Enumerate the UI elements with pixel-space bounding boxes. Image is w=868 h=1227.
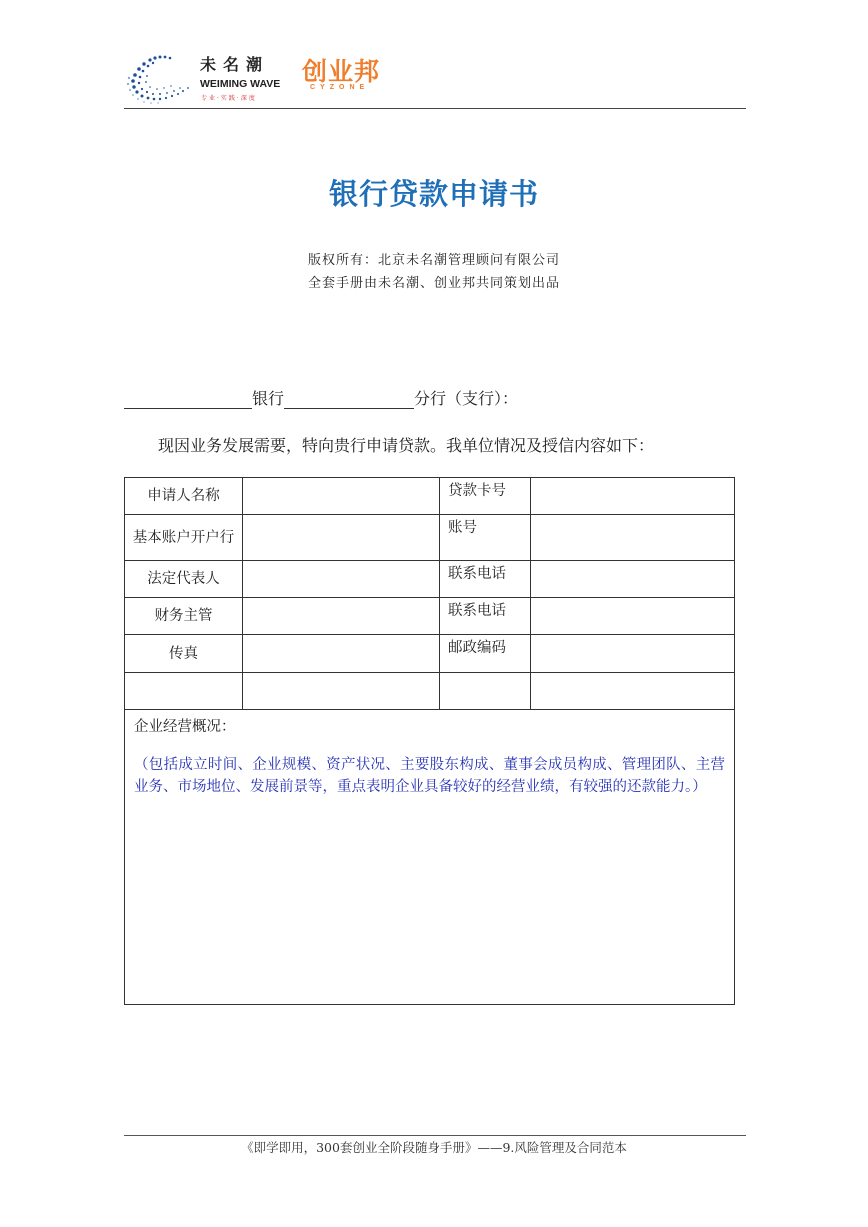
bank-name-blank[interactable]	[124, 388, 252, 409]
field-label: 联系电话	[440, 598, 531, 635]
field-label: 传真	[125, 635, 243, 673]
field-label: 邮政编码	[440, 635, 531, 673]
branch-label: 分行（支行）：	[414, 389, 519, 408]
table-row	[125, 598, 735, 635]
loan-card-number-cell[interactable]	[531, 478, 735, 515]
addressee-line	[124, 386, 518, 409]
field-label: 账号	[440, 515, 531, 561]
fax-cell[interactable]	[243, 635, 440, 673]
field-label: 财务主管	[125, 598, 243, 635]
subtitle-line: 全套手册由未名潮、创业邦共同策划出品	[307, 276, 560, 291]
document-title: 银行贷款申请书	[328, 177, 539, 211]
field-label: 贷款卡号	[440, 478, 531, 515]
table-row	[125, 673, 735, 710]
business-overview-cell[interactable]	[125, 710, 735, 1005]
applicant-name-cell[interactable]	[243, 478, 440, 515]
empty-cell[interactable]	[125, 673, 243, 710]
finance-manager-cell[interactable]	[243, 598, 440, 635]
table-row	[125, 478, 735, 515]
header-divider	[124, 108, 746, 109]
empty-cell[interactable]	[243, 673, 440, 710]
table-row	[125, 561, 735, 598]
field-label: 法定代表人	[125, 561, 243, 598]
intro-paragraph: 现因业务发展需要，特向贵行申请贷款。我单位情况及授信内容如下：	[158, 436, 655, 455]
bank-label: 银行	[252, 389, 285, 408]
empty-cell[interactable]	[531, 673, 735, 710]
copyright-line: 版权所有：北京未名潮管理顾问有限公司	[307, 253, 560, 268]
empty-cell[interactable]	[440, 673, 531, 710]
finance-manager-phone-cell[interactable]	[531, 598, 735, 635]
brand-name-cn: 未名潮	[200, 55, 270, 74]
field-label: 联系电话	[440, 561, 531, 598]
account-number-cell[interactable]	[531, 515, 735, 561]
partner-logo-en: CYZONE	[310, 84, 370, 91]
field-label: 申请人名称	[125, 478, 243, 515]
field-label: 基本账户开户行	[125, 515, 243, 561]
brand-name-en: WEIMING WAVE	[200, 78, 281, 90]
weiming-wave-logo-icon	[120, 50, 196, 106]
legal-rep-phone-cell[interactable]	[531, 561, 735, 598]
brand-slogan: 专业·实践·深度	[201, 95, 257, 102]
postal-code-cell[interactable]	[531, 635, 735, 673]
table-row	[125, 515, 735, 561]
table-row	[125, 635, 735, 673]
overview-label: 企业经营概况：	[134, 719, 236, 735]
table-row	[125, 710, 735, 1005]
partner-logo-cn: 创业邦	[302, 57, 381, 86]
footer-text: 《即学即用，300套创业全阶段随身手册》——9.风险管理及合同范本	[241, 1140, 627, 1155]
branch-name-blank[interactable]	[284, 388, 414, 409]
overview-hint: （包括成立时间、企业规模、资产状况、主要股东构成、董事会成员构成、管理团队、主营业务、市场地位、发展前景等，重点表明企业具备较好的经营业绩，有较强的还款能力。）	[134, 757, 725, 795]
footer-divider	[124, 1135, 746, 1136]
legal-representative-cell[interactable]	[243, 561, 440, 598]
basic-account-bank-cell[interactable]	[243, 515, 440, 561]
application-form-table	[124, 477, 735, 1005]
